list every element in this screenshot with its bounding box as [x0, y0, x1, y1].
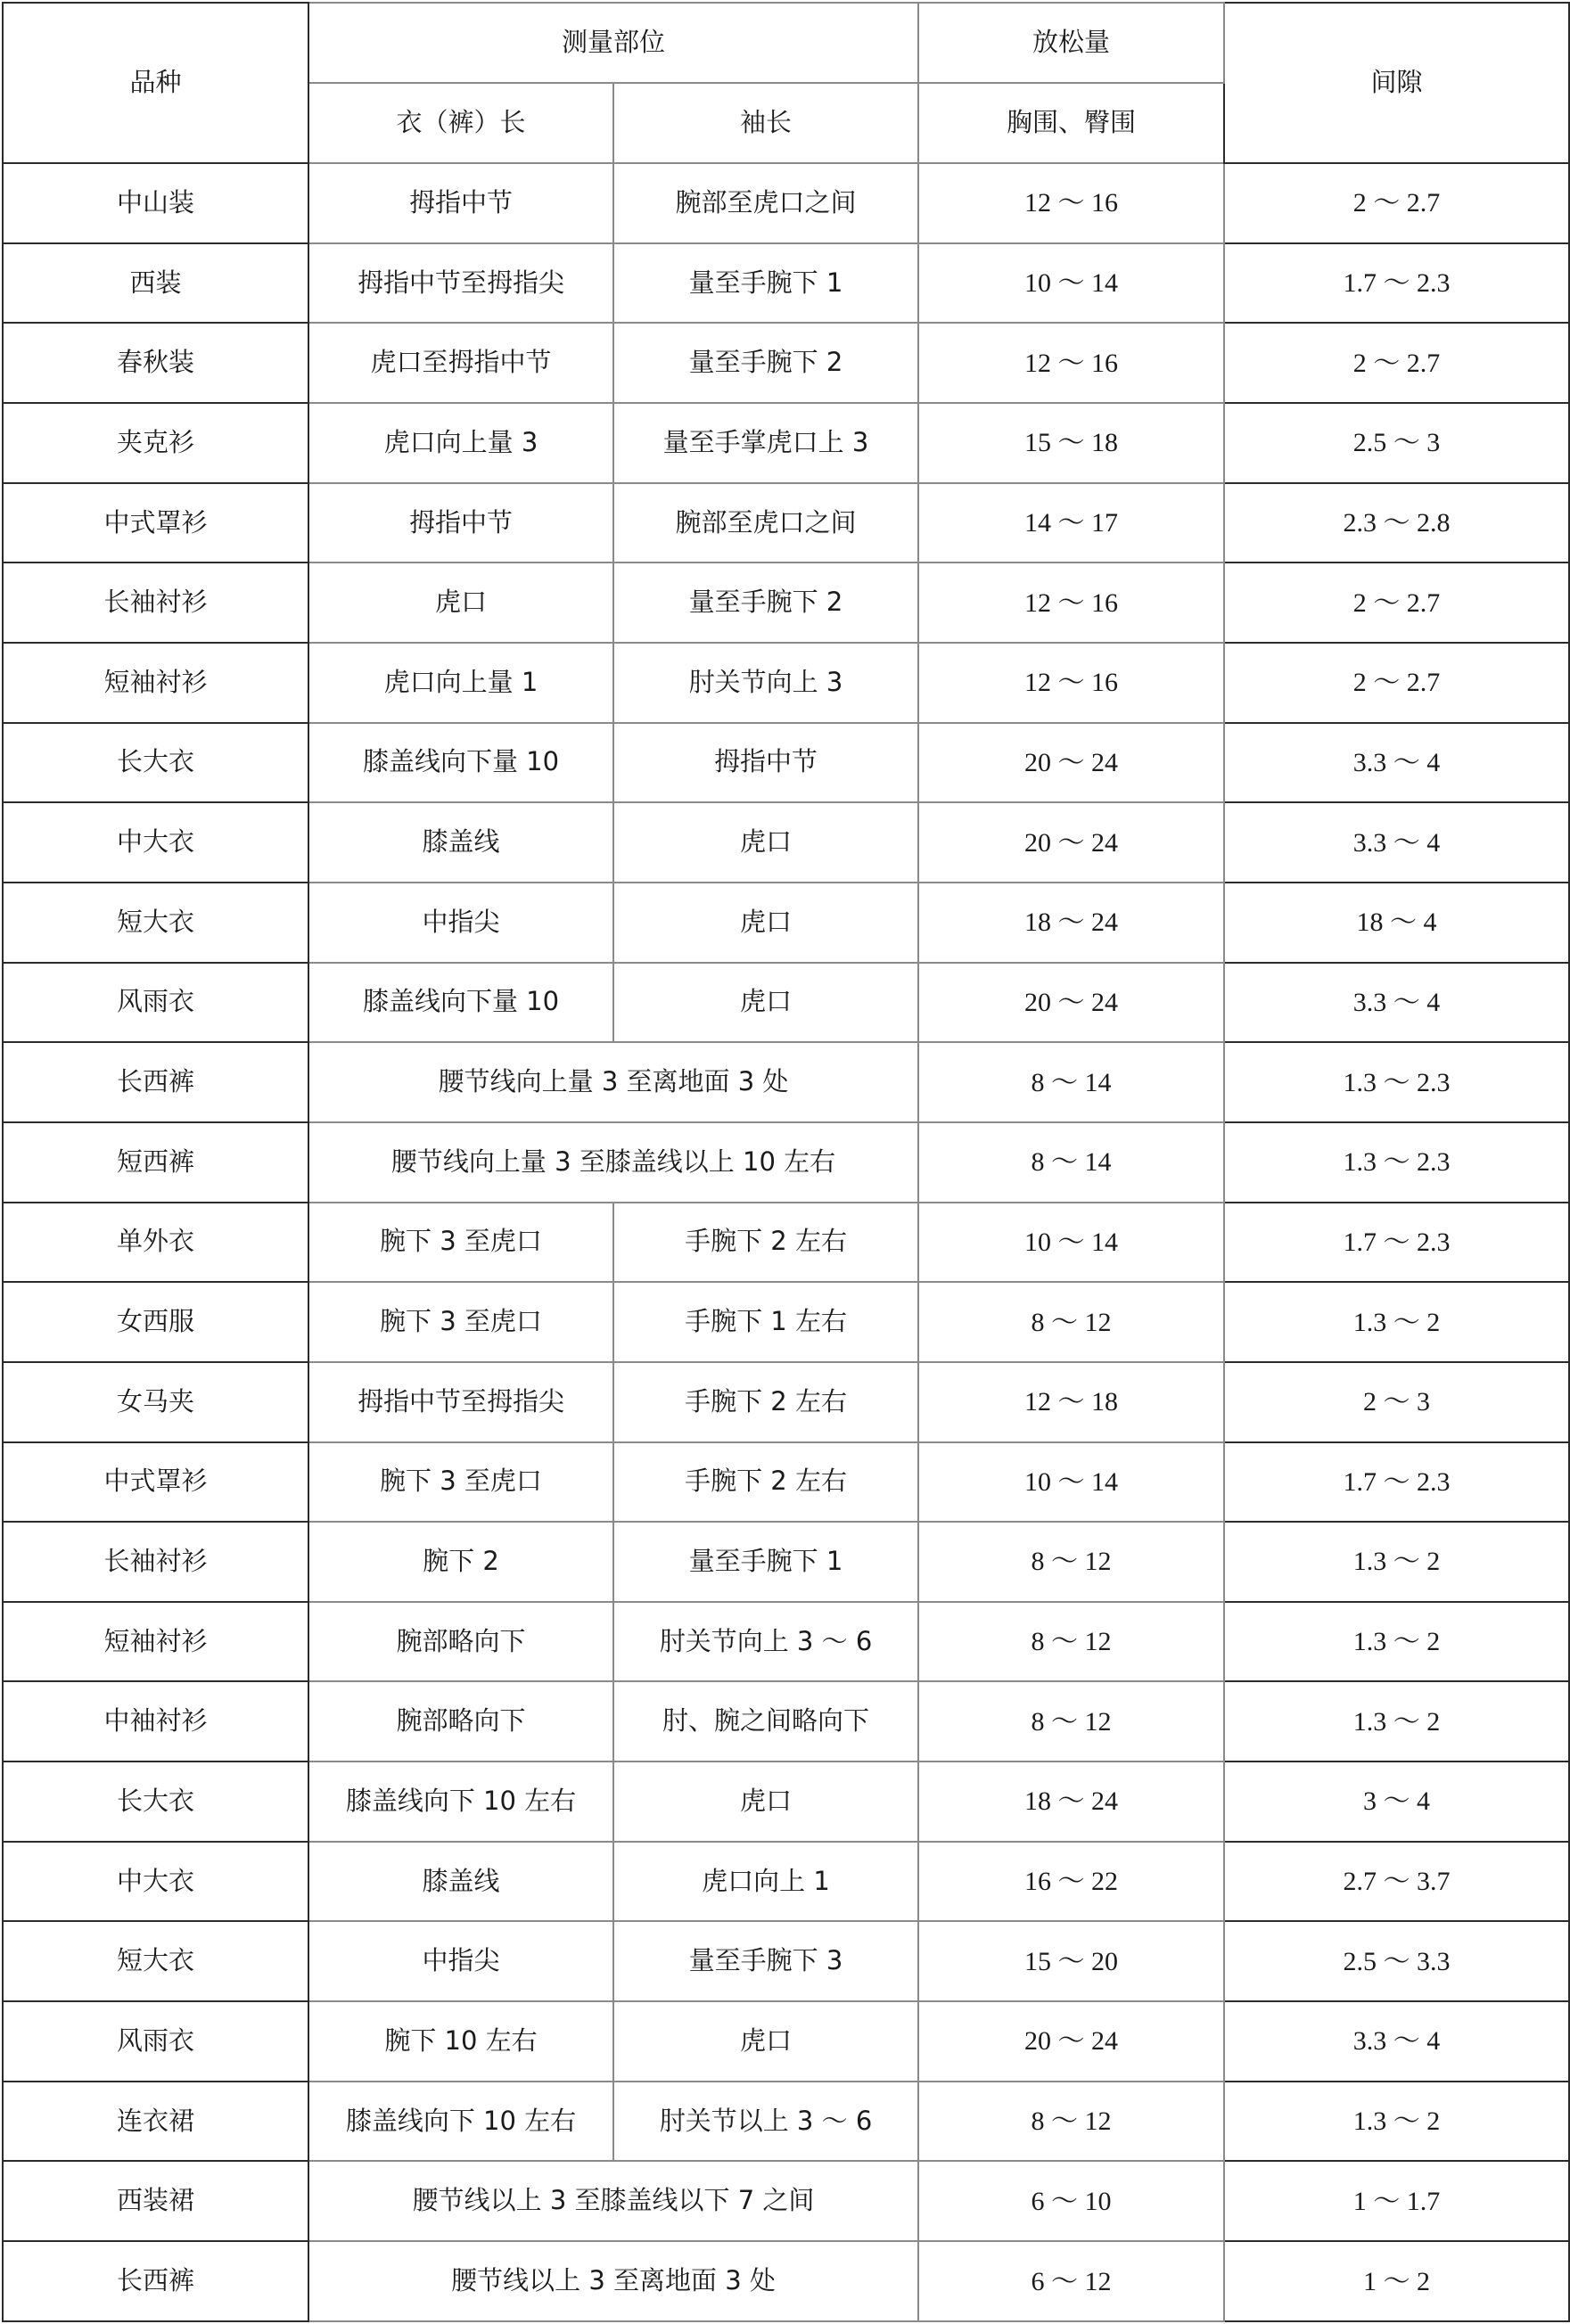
ease-cell: 18 ～ 24	[918, 883, 1224, 963]
sleeve-cell: 腕部至虎口之间	[613, 163, 918, 243]
length-cell: 膝盖线向下 10 左右	[308, 1761, 613, 1842]
table-row	[3, 2082, 1569, 2162]
table-row	[3, 243, 1569, 324]
gap-cell: 1.3 ～ 2.3	[1224, 1042, 1569, 1122]
length-cell: 膝盖线	[308, 802, 613, 883]
gap-cell: 2 ～ 2.7	[1224, 323, 1569, 403]
gap-cell: 1.3 ～ 2	[1224, 2082, 1569, 2162]
sleeve-cell: 拇指中节	[613, 723, 918, 803]
variety-cell: 短大衣	[3, 1921, 308, 2001]
table-row	[3, 2241, 1569, 2321]
gap-cell: 1.7 ～ 2.3	[1224, 1442, 1569, 1523]
sleeve-cell: 肘关节以上 3 ～ 6	[613, 2082, 918, 2162]
length-cell: 膝盖线向下量 10	[308, 963, 613, 1043]
gap-cell: 2 ～ 2.7	[1224, 163, 1569, 243]
variety-cell: 长大衣	[3, 1761, 308, 1842]
variety-cell: 长大衣	[3, 723, 308, 803]
variety-cell: 春秋装	[3, 323, 308, 403]
variety-cell: 女西服	[3, 1282, 308, 1362]
table-row	[3, 2001, 1569, 2082]
table-row	[3, 1203, 1569, 1283]
variety-cell: 风雨衣	[3, 963, 308, 1043]
measure-position-cell: 腰节线以上 3 至离地面 3 处	[308, 2241, 918, 2321]
length-cell: 膝盖线	[308, 1842, 613, 1922]
gap-cell: 3.3 ～ 4	[1224, 963, 1569, 1043]
gap-cell: 2.5 ～ 3.3	[1224, 1921, 1569, 2001]
sleeve-cell: 虎口向上 1	[613, 1842, 918, 1922]
ease-cell: 8 ～ 14	[918, 1042, 1224, 1122]
variety-cell: 中大衣	[3, 802, 308, 883]
gap-cell: 3.3 ～ 4	[1224, 723, 1569, 803]
ease-cell: 15 ～ 18	[918, 403, 1224, 483]
header-chest-hip: 胸围、臀围	[918, 83, 1224, 163]
table-row	[3, 1042, 1569, 1122]
sleeve-cell: 手腕下 2 左右	[613, 1442, 918, 1523]
variety-cell: 短袖衬衫	[3, 1602, 308, 1682]
header-ease: 放松量	[918, 3, 1224, 83]
gap-cell: 18 ～ 4	[1224, 883, 1569, 963]
table-row	[3, 1122, 1569, 1203]
header-variety: 品种	[3, 3, 308, 163]
variety-cell: 单外衣	[3, 1203, 308, 1283]
variety-cell: 夹克衫	[3, 403, 308, 483]
gap-cell: 1.7 ～ 2.3	[1224, 1203, 1569, 1283]
sleeve-cell: 肘关节向上 3 ～ 6	[613, 1602, 918, 1682]
ease-cell: 20 ～ 24	[918, 802, 1224, 883]
gap-cell: 1.7 ～ 2.3	[1224, 243, 1569, 324]
ease-cell: 8 ～ 12	[918, 1681, 1224, 1761]
sleeve-cell: 肘关节向上 3	[613, 643, 918, 723]
table-row	[3, 1522, 1569, 1602]
ease-cell: 8 ～ 12	[918, 2082, 1224, 2162]
ease-cell: 8 ～ 12	[918, 1602, 1224, 1682]
sleeve-cell: 肘、腕之间略向下	[613, 1681, 918, 1761]
gap-cell: 3 ～ 4	[1224, 1761, 1569, 1842]
measure-position-cell: 腰节线以上 3 至膝盖线以下 7 之间	[308, 2161, 918, 2241]
length-cell: 腕部略向下	[308, 1602, 613, 1682]
length-cell: 拇指中节至拇指尖	[308, 243, 613, 324]
table-row	[3, 883, 1569, 963]
ease-cell: 10 ～ 14	[918, 1442, 1224, 1523]
ease-cell: 10 ～ 14	[918, 243, 1224, 324]
sleeve-cell: 虎口	[613, 802, 918, 883]
variety-cell: 连衣裙	[3, 2082, 308, 2162]
header-gap: 间隙	[1224, 3, 1569, 163]
ease-cell: 8 ～ 12	[918, 1282, 1224, 1362]
table-row	[3, 323, 1569, 403]
table-row	[3, 723, 1569, 803]
variety-cell: 长袖衬衫	[3, 563, 308, 643]
variety-cell: 风雨衣	[3, 2001, 308, 2082]
length-cell: 腕下 2	[308, 1522, 613, 1602]
variety-cell: 短西裤	[3, 1122, 308, 1203]
sleeve-cell: 量至手腕下 3	[613, 1921, 918, 2001]
ease-cell: 12 ～ 18	[918, 1362, 1224, 1442]
ease-cell: 15 ～ 20	[918, 1921, 1224, 2001]
variety-cell: 长西裤	[3, 1042, 308, 1122]
header-sleeve: 袖长	[613, 83, 918, 163]
sleeve-cell: 量至手腕下 2	[613, 323, 918, 403]
table-row	[3, 802, 1569, 883]
ease-cell: 16 ～ 22	[918, 1842, 1224, 1922]
length-cell: 虎口向上量 3	[308, 403, 613, 483]
variety-cell: 长西裤	[3, 2241, 308, 2321]
table-row	[3, 1842, 1569, 1922]
ease-cell: 6 ～ 12	[918, 2241, 1224, 2321]
table-row	[3, 1282, 1569, 1362]
ease-cell: 6 ～ 10	[918, 2161, 1224, 2241]
gap-cell: 2 ～ 2.7	[1224, 643, 1569, 723]
sleeve-cell: 量至手腕下 1	[613, 1522, 918, 1602]
variety-cell: 中式罩衫	[3, 483, 308, 563]
variety-cell: 长袖衬衫	[3, 1522, 308, 1602]
ease-cell: 20 ～ 24	[918, 723, 1224, 803]
header-length: 衣（裤）长	[308, 83, 613, 163]
ease-cell: 18 ～ 24	[918, 1761, 1224, 1842]
gap-cell: 3.3 ～ 4	[1224, 802, 1569, 883]
table-row	[3, 1602, 1569, 1682]
gap-cell: 1 ～ 2	[1224, 2241, 1569, 2321]
variety-cell: 短大衣	[3, 883, 308, 963]
ease-cell: 12 ～ 16	[918, 563, 1224, 643]
ease-cell: 20 ～ 24	[918, 963, 1224, 1043]
table-row	[3, 643, 1569, 723]
gap-cell: 1.3 ～ 2	[1224, 1282, 1569, 1362]
gap-cell: 3.3 ～ 4	[1224, 2001, 1569, 2082]
sleeve-cell: 量至手腕下 1	[613, 243, 918, 324]
length-cell: 中指尖	[308, 1921, 613, 2001]
ease-cell: 10 ～ 14	[918, 1203, 1224, 1283]
table-body	[3, 163, 1569, 2321]
variety-cell: 西装裙	[3, 2161, 308, 2241]
sleeve-cell: 手腕下 2 左右	[613, 1203, 918, 1283]
sleeve-cell: 虎口	[613, 883, 918, 963]
ease-cell: 8 ～ 12	[918, 1522, 1224, 1602]
gap-cell: 2 ～ 2.7	[1224, 563, 1569, 643]
header-measure-position: 测量部位	[308, 3, 918, 83]
table-row	[3, 1921, 1569, 2001]
length-cell: 腕下 10 左右	[308, 2001, 613, 2082]
measurement-table	[2, 2, 1570, 2322]
table-row	[3, 563, 1569, 643]
table-row	[3, 2161, 1569, 2241]
sleeve-cell: 手腕下 2 左右	[613, 1362, 918, 1442]
ease-cell: 12 ～ 16	[918, 643, 1224, 723]
variety-cell: 中大衣	[3, 1842, 308, 1922]
length-cell: 腕下 3 至虎口	[308, 1203, 613, 1283]
gap-cell: 2.5 ～ 3	[1224, 403, 1569, 483]
ease-cell: 14 ～ 17	[918, 483, 1224, 563]
sleeve-cell: 量至手腕下 2	[613, 563, 918, 643]
ease-cell: 8 ～ 14	[918, 1122, 1224, 1203]
variety-cell: 中式罩衫	[3, 1442, 308, 1523]
variety-cell: 中袖衬衫	[3, 1681, 308, 1761]
length-cell: 腕部略向下	[308, 1681, 613, 1761]
gap-cell: 1.3 ～ 2	[1224, 1681, 1569, 1761]
length-cell: 虎口至拇指中节	[308, 323, 613, 403]
sleeve-cell: 虎口	[613, 1761, 918, 1842]
sleeve-cell: 量至手掌虎口上 3	[613, 403, 918, 483]
length-cell: 膝盖线向下量 10	[308, 723, 613, 803]
length-cell: 拇指中节	[308, 163, 613, 243]
variety-cell: 中山装	[3, 163, 308, 243]
ease-cell: 12 ～ 16	[918, 323, 1224, 403]
length-cell: 腕下 3 至虎口	[308, 1442, 613, 1523]
length-cell: 中指尖	[308, 883, 613, 963]
gap-cell: 1 ～ 1.7	[1224, 2161, 1569, 2241]
sleeve-cell: 腕部至虎口之间	[613, 483, 918, 563]
sleeve-cell: 虎口	[613, 2001, 918, 2082]
table-row	[3, 1681, 1569, 1761]
measure-position-cell: 腰节线向上量 3 至离地面 3 处	[308, 1042, 918, 1122]
length-cell: 拇指中节至拇指尖	[308, 1362, 613, 1442]
length-cell: 膝盖线向下 10 左右	[308, 2082, 613, 2162]
variety-cell: 女马夹	[3, 1362, 308, 1442]
gap-cell: 2.3 ～ 2.8	[1224, 483, 1569, 563]
gap-cell: 1.3 ～ 2	[1224, 1602, 1569, 1682]
table-row	[3, 1442, 1569, 1523]
gap-cell: 2 ～ 3	[1224, 1362, 1569, 1442]
sleeve-cell: 手腕下 1 左右	[613, 1282, 918, 1362]
variety-cell: 西装	[3, 243, 308, 324]
length-cell: 拇指中节	[308, 483, 613, 563]
header-row-1	[3, 3, 1569, 83]
table-row	[3, 963, 1569, 1043]
table-row	[3, 163, 1569, 243]
gap-cell: 1.3 ～ 2	[1224, 1522, 1569, 1602]
variety-cell: 短袖衬衫	[3, 643, 308, 723]
table-row	[3, 1362, 1569, 1442]
length-cell: 腕下 3 至虎口	[308, 1282, 613, 1362]
measure-position-cell: 腰节线向上量 3 至膝盖线以上 10 左右	[308, 1122, 918, 1203]
gap-cell: 1.3 ～ 2.3	[1224, 1122, 1569, 1203]
length-cell: 虎口	[308, 563, 613, 643]
length-cell: 虎口向上量 1	[308, 643, 613, 723]
sleeve-cell: 虎口	[613, 963, 918, 1043]
ease-cell: 12 ～ 16	[918, 163, 1224, 243]
table-row	[3, 403, 1569, 483]
gap-cell: 2.7 ～ 3.7	[1224, 1842, 1569, 1922]
table-row	[3, 1761, 1569, 1842]
ease-cell: 20 ～ 24	[918, 2001, 1224, 2082]
table-row	[3, 483, 1569, 563]
